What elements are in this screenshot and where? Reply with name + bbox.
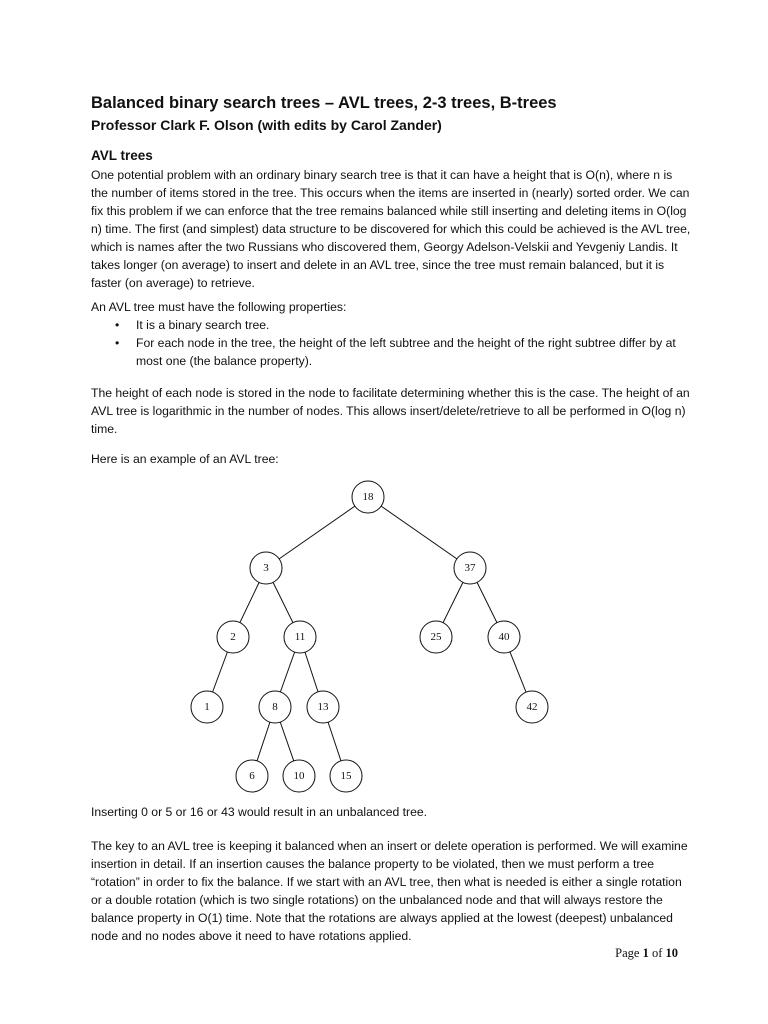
svg-text:15: 15 — [340, 770, 352, 782]
tree-edges — [207, 497, 532, 776]
list-item: • For each node in the tree, the height of the left subtree and the height of the right subtree differ by at most one (the balance property). — [91, 334, 691, 370]
page-number: 1 — [642, 946, 649, 960]
svg-text:18: 18 — [362, 491, 374, 503]
page-total: 10 — [665, 946, 678, 960]
svg-text:3: 3 — [263, 562, 269, 574]
tree-node — [330, 760, 362, 792]
svg-text:11: 11 — [294, 631, 306, 643]
tree-node — [454, 552, 486, 584]
tree-node — [516, 691, 548, 723]
tree-node — [217, 621, 249, 653]
tree-node — [283, 760, 315, 792]
svg-text:37: 37 — [464, 562, 476, 574]
page-footer: Page 1 of 10 — [615, 946, 678, 960]
svg-text:6: 6 — [249, 770, 255, 782]
section-heading: AVL trees — [91, 148, 153, 163]
properties-intro: An AVL tree must have the following properties: — [91, 300, 347, 314]
intro-paragraph: One potential problem with an ordinary binary search tree is that it can have a height that is O(n), where n is the number of items stored in the tree. This occurs when the items are inserted in (nearly) sorted order. We can fix this problem if we can enforce that the tree remains balanced while still inserting and deleting items in O(log n) time. The first (and simplest) data structure to be discovered for which this could be achieved is the AVL tree, which is names after the two Russians who discovered them, Georgy Adelson-Velskii and Yevgeniy Landis. It takes longer (on average) to insert and delete in an AVL tree, since the tree must remain balanced, but it is faster (on average) to retrieve. — [91, 168, 691, 290]
tree-node — [259, 691, 291, 723]
svg-text:8: 8 — [272, 701, 278, 713]
svg-text:1: 1 — [204, 701, 210, 713]
svg-text:13: 13 — [317, 701, 329, 713]
svg-text:10: 10 — [293, 770, 305, 782]
insert-note: Inserting 0 or 5 or 16 or 43 would result in an unbalanced tree. — [91, 805, 428, 819]
tree-node — [488, 621, 520, 653]
svg-text:25: 25 — [430, 631, 442, 643]
document-author: Professor Clark F. Olson (with edits by Carol Zander) — [91, 117, 442, 133]
tree-node — [236, 760, 268, 792]
height-paragraph: The height of each node is stored in the node to facilitate determining whether this is the case. The height of an AVL tree is logarithmic in the number of nodes. This allows insert/delete/retrieve to all be performed in O(log n) time. — [91, 386, 690, 436]
rotation-paragraph: The key to an AVL tree is keeping it balanced when an insert or delete operation is performed. We will examine insertion in detail. If an insertion causes the balance property to be violated, then we must perform a tree “rotation” in order to fix the balance. If we start with an AVL tree, then what is needed is either a single rotation or a double rotation (which is two single rotations) on the unbalanced node and that will always restore the balance property in O(1) time. Note that the rotations are always applied at the lowest (deepest) unbalanced node and no nodes above it need to have rotations applied. — [91, 839, 688, 943]
tree-edge — [266, 497, 368, 568]
tree-node — [307, 691, 339, 723]
tree-node — [420, 621, 452, 653]
tree-edge — [368, 497, 470, 568]
svg-text:40: 40 — [498, 631, 510, 643]
tree-node — [352, 481, 384, 513]
document-title: Balanced binary search trees – AVL trees, 2-3 trees, B-trees — [91, 94, 557, 112]
list-item: • It is a binary search tree. — [91, 316, 691, 334]
svg-text:42: 42 — [526, 701, 538, 713]
tree-node — [284, 621, 316, 653]
example-intro: Here is an example of an AVL tree: — [91, 452, 279, 466]
tree-node — [250, 552, 282, 584]
svg-text:2: 2 — [230, 631, 236, 643]
tree-node — [191, 691, 223, 723]
